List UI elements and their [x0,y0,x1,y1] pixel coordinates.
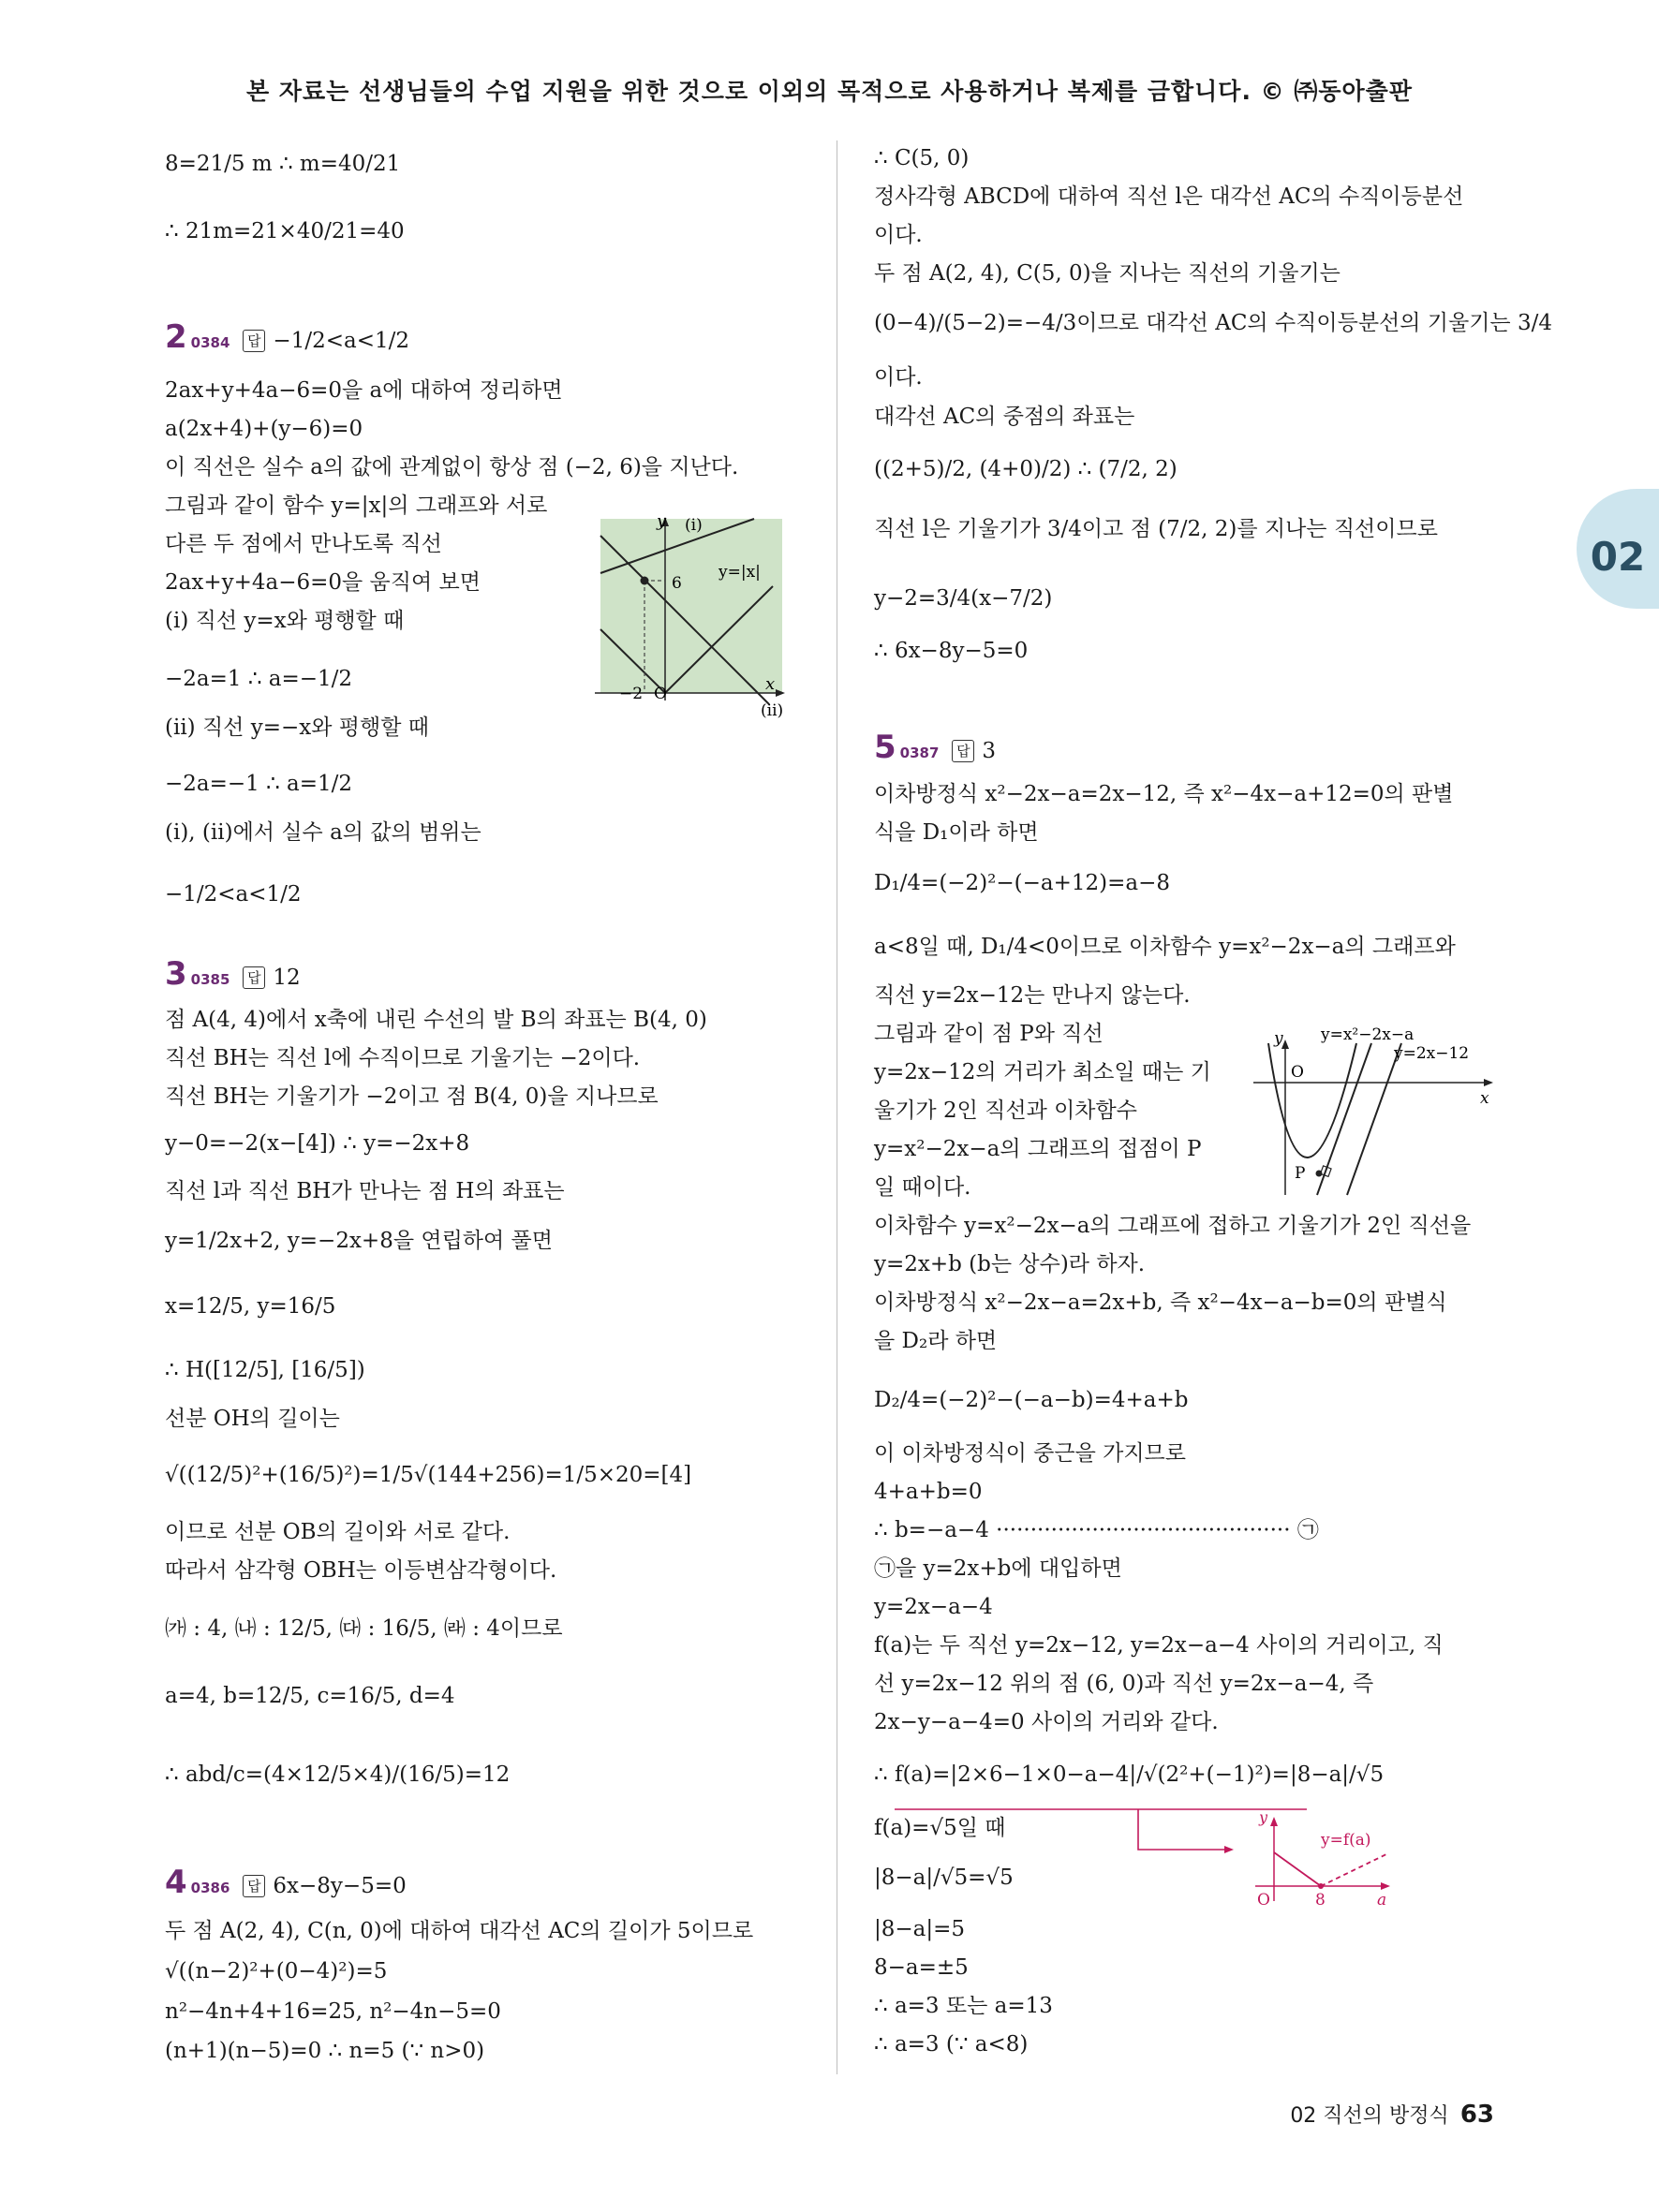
text-line: ∴ b=−a−4 ··········································· ㉠ [874,1518,1319,1542]
tangent-point [1316,1171,1323,1177]
problem-code: 0385 [190,971,230,988]
parabola-label: y=x²−2x−a [1321,1025,1415,1044]
y-axis-label: y [1274,1029,1283,1048]
text-line: ∴ f(a)=|2×6−1×0−a−4|/√(2²+(−1)²)=|8−a|/√5 [874,1762,1385,1787]
x-axis-label: x [765,674,776,694]
text-line: ∴ abd/c=(4×12/5×4)/(16/5)=12 [165,1762,511,1787]
text-line: 따라서 삼각형 OBH는 이등변삼각형이다. [165,1558,557,1583]
tick-label: 8 [1315,1891,1326,1910]
x-axis-label: x [1480,1089,1489,1108]
text-line: 이 직선은 실수 a의 값에 관계없이 항상 점 (−2, 6)을 지난다. [165,455,739,479]
text-line: −1/2<a<1/2 [165,882,302,907]
text-line: n²−4n+4+16=25, n²−4n−5=0 [165,1999,501,2024]
problem-number: 5 [874,729,896,766]
answer-icon: 답 [243,1875,265,1897]
origin-label: O [654,685,667,703]
text-line: 이 이차방정식이 중근을 가지므로 [874,1441,1186,1466]
problem-5-header [874,729,996,766]
text-line: 선분 OH의 길이는 [165,1407,340,1431]
problem-code: 0386 [190,1880,230,1896]
parabola-curve [1268,1043,1356,1158]
line-ii-label: (ii) [761,701,784,720]
text-line: 다른 두 점에서 만나도록 직선 [165,532,442,556]
text-line: 이차방정식 x²−2x−a=2x+b, 즉 x²−4x−a−b=0의 판별식 [874,1290,1447,1315]
problem-code: 0384 [190,334,230,351]
text-line: a=4, b=12/5, c=16/5, d=4 [165,1684,455,1708]
problem-number: 2 [165,318,187,356]
text-line: f(a)=√5일 때 [874,1816,1006,1840]
pointer-arrow [1224,1846,1234,1853]
text-line: 울기가 2인 직선과 이차함수 [874,1099,1137,1123]
text-line: (n+1)(n−5)=0 ∴ n=5 (∵ n>0) [165,2039,485,2063]
fa-graph [1246,1807,1499,1910]
text-line: 8=21/5 m ∴ m=40/21 [165,152,401,176]
text-line: 선 y=2x−12 위의 점 (6, 0)과 직선 y=2x−a−4, 즉 [874,1672,1374,1696]
text-line: a(2x+4)+(y−6)=0 [165,417,363,441]
text-line: (ii) 직선 y=−x와 평행할 때 [165,715,429,740]
text-line: ∴ a=3 또는 a=13 [874,1994,1053,2018]
answer-icon: 답 [952,740,974,762]
line-i-label: (i) [685,516,703,535]
text-line: D₂/4=(−2)²−(−a−b)=4+a+b [874,1388,1189,1412]
x-axis-arrow [1381,1882,1390,1890]
absolute-value-graph [585,513,801,729]
text-line: −2a=1 ∴ a=−1/2 [165,667,353,691]
text-line: ∴ a=3 (∵ a<8) [874,2032,1029,2057]
origin-label: O [1257,1891,1270,1910]
parabola-graph [1248,1021,1499,1199]
text-line: 그림과 같이 점 P와 직선 [874,1022,1104,1046]
text-line: 점 A(4, 4)에서 x축에 내린 수선의 발 B의 좌표는 B(4, 0) [165,1008,707,1032]
answer-icon: 답 [243,966,265,989]
problem-number: 4 [165,1864,187,1901]
x-axis-arrow [1484,1079,1493,1086]
text-line: ∴ C(5, 0) [874,146,970,170]
copyright-banner: 본 자료는 선생님들의 수업 지원을 위한 것으로 이외의 목적으로 사용하거나 복제를 금합니다. © ㈜동아출판 [246,78,1413,105]
y-axis-arrow [1270,1817,1278,1826]
text-line: f(a)는 두 직선 y=2x−12, y=2x−a−4 사이의 거리이고, 직 [874,1633,1444,1658]
page-number: 63 [1459,2101,1494,2129]
text-line: y=2x−a−4 [874,1595,993,1619]
text-line: 직선 l은 기울기가 3/4이고 점 (7/2, 2)를 지나는 직선이므로 [874,517,1438,541]
text-line: 2ax+y+4a−6=0을 움직여 보면 [165,570,481,595]
text-line: 이차함수 y=x²−2x−a의 그래프에 접하고 기울기가 2인 직선을 [874,1214,1472,1238]
text-line: √((12/5)²+(16/5)²)=1/5√(144+256)=1/5×20=[4] [165,1463,692,1487]
text-line: y−0=−2(x−[4]) ∴ y=−2x+8 [165,1131,470,1156]
text-line: 직선 BH는 직선 l에 수직이므로 기울기는 −2이다. [165,1046,641,1070]
text-line: y−2=3/4(x−7/2) [874,586,1053,611]
text-line: −2a=−1 ∴ a=1/2 [165,772,353,796]
text-line: 을 D₂라 하면 [874,1329,998,1353]
curve-label: y=|x| [718,563,761,582]
pointer-line [1138,1809,1227,1850]
text-line: 일 때이다. [874,1175,971,1200]
text-line: ∴ 21m=21×40/21=40 [165,219,405,243]
problem-answer: −1/2<a<1/2 [273,329,409,353]
text-line: ㈎ : 4, ㈏ : 12/5, ㈐ : 16/5, ㈑ : 4이므로 [165,1616,563,1641]
text-line: a<8일 때, D₁/4<0이므로 이차함수 y=x²−2x−a의 그래프와 [874,935,1456,959]
text-line: ∴ 6x−8y−5=0 [874,639,1029,663]
text-line: 두 점 A(2, 4), C(5, 0)을 지나는 직선의 기울기는 [874,261,1341,286]
text-line: ((2+5)/2, (4+0)/2) ∴ (7/2, 2) [874,457,1178,481]
answer-icon: 답 [243,330,265,352]
problem-3-header [165,955,301,993]
text-line: y=2x−12의 거리가 최소일 때는 기 [874,1060,1211,1084]
text-line: (i), (ii)에서 실수 a의 값의 범위는 [165,820,481,845]
text-line: 직선 y=2x−12는 만나지 않는다. [874,983,1191,1008]
text-line: 이므로 선분 OB의 길이와 서로 같다. [165,1520,511,1544]
text-line: 이차방정식 x²−2x−a=2x−12, 즉 x²−4x−a+12=0의 판별 [874,782,1454,806]
text-line: x=12/5, y=16/5 [165,1294,336,1319]
text-line: y=x²−2x−a의 그래프의 접점이 P [874,1137,1202,1161]
text-line: ㉠을 y=2x+b에 대입하면 [874,1556,1122,1581]
tick-x-label: −2 [619,685,644,703]
text-line: (0−4)/(5−2)=−4/3이므로 대각선 AC의 수직이등분선의 기울기는 3/4 [874,311,1552,335]
text-line: 그림과 같이 함수 y=|x|의 그래프와 서로 [165,494,548,518]
curve-label: y=f(a) [1321,1831,1371,1850]
problem-code: 0387 [899,745,940,761]
y-axis-label: y [1259,1808,1268,1826]
chapter-tab-number: 02 [1590,534,1646,580]
tangent-line [1317,1043,1371,1195]
text-line: 이다. [874,223,923,247]
chapter-title: 02 직선의 방정식 [1290,2104,1449,2128]
text-line: 4+a+b=0 [874,1480,983,1504]
text-line: 8−a=±5 [874,1955,969,1980]
text-line: |8−a|/√5=√5 [874,1865,1014,1890]
tick-y-label: 6 [672,574,682,593]
text-line: 2x−y−a−4=0 사이의 거리와 같다. [874,1710,1219,1734]
problem-answer: 12 [273,966,301,990]
text-line: ∴ H([12/5], [16/5]) [165,1358,365,1382]
text-line: (i) 직선 y=x와 평행할 때 [165,609,405,633]
text-line: 2ax+y+4a−6=0을 a에 대하여 정리하면 [165,378,563,403]
text-line: 식을 D₁이라 하면 [874,820,1039,845]
line-label: y=2x−12 [1394,1044,1470,1063]
problem-answer: 3 [982,739,997,763]
text-line: 직선 BH는 기울기가 −2이고 점 B(4, 0)을 지나므로 [165,1084,659,1109]
y-axis-label: y [657,513,667,531]
text-line: D₁/4=(−2)²−(−a+12)=a−8 [874,871,1171,895]
text-line: 두 점 A(2, 4), C(n, 0)에 대하여 대각선 AC의 길이가 5이므로 [165,1919,754,1943]
text-line: y=2x+b (b는 상수)라 하자. [874,1252,1146,1276]
fixed-point [641,577,649,585]
fa-right-branch [1321,1854,1386,1886]
text-line: 대각선 AC의 중점의 좌표는 [874,405,1135,429]
text-line: √((n−2)²+(0−4)²)=5 [165,1959,388,1983]
point-label: P [1295,1164,1306,1183]
text-line: 이다. [874,365,923,390]
x-axis-label: a [1377,1891,1387,1910]
line-2x-12 [1347,1043,1401,1195]
problem-4-header [165,1864,407,1901]
text-line: 직선 l과 직선 BH가 만나는 점 H의 좌표는 [165,1179,565,1203]
problem-2-header [165,318,409,356]
fa-left-branch [1274,1852,1321,1886]
text-line: 정사각형 ABCD에 대하여 직선 l은 대각선 AC의 수직이등분선 [874,184,1464,209]
problem-answer: 6x−8y−5=0 [273,1874,407,1898]
page-footer [1290,2100,1494,2129]
text-line: y=1/2x+2, y=−2x+8을 연립하여 풀면 [165,1229,553,1253]
text-line: |8−a|=5 [874,1917,966,1941]
problem-number: 3 [165,955,187,993]
fa-vertex [1318,1883,1324,1889]
origin-label: O [1291,1063,1304,1082]
